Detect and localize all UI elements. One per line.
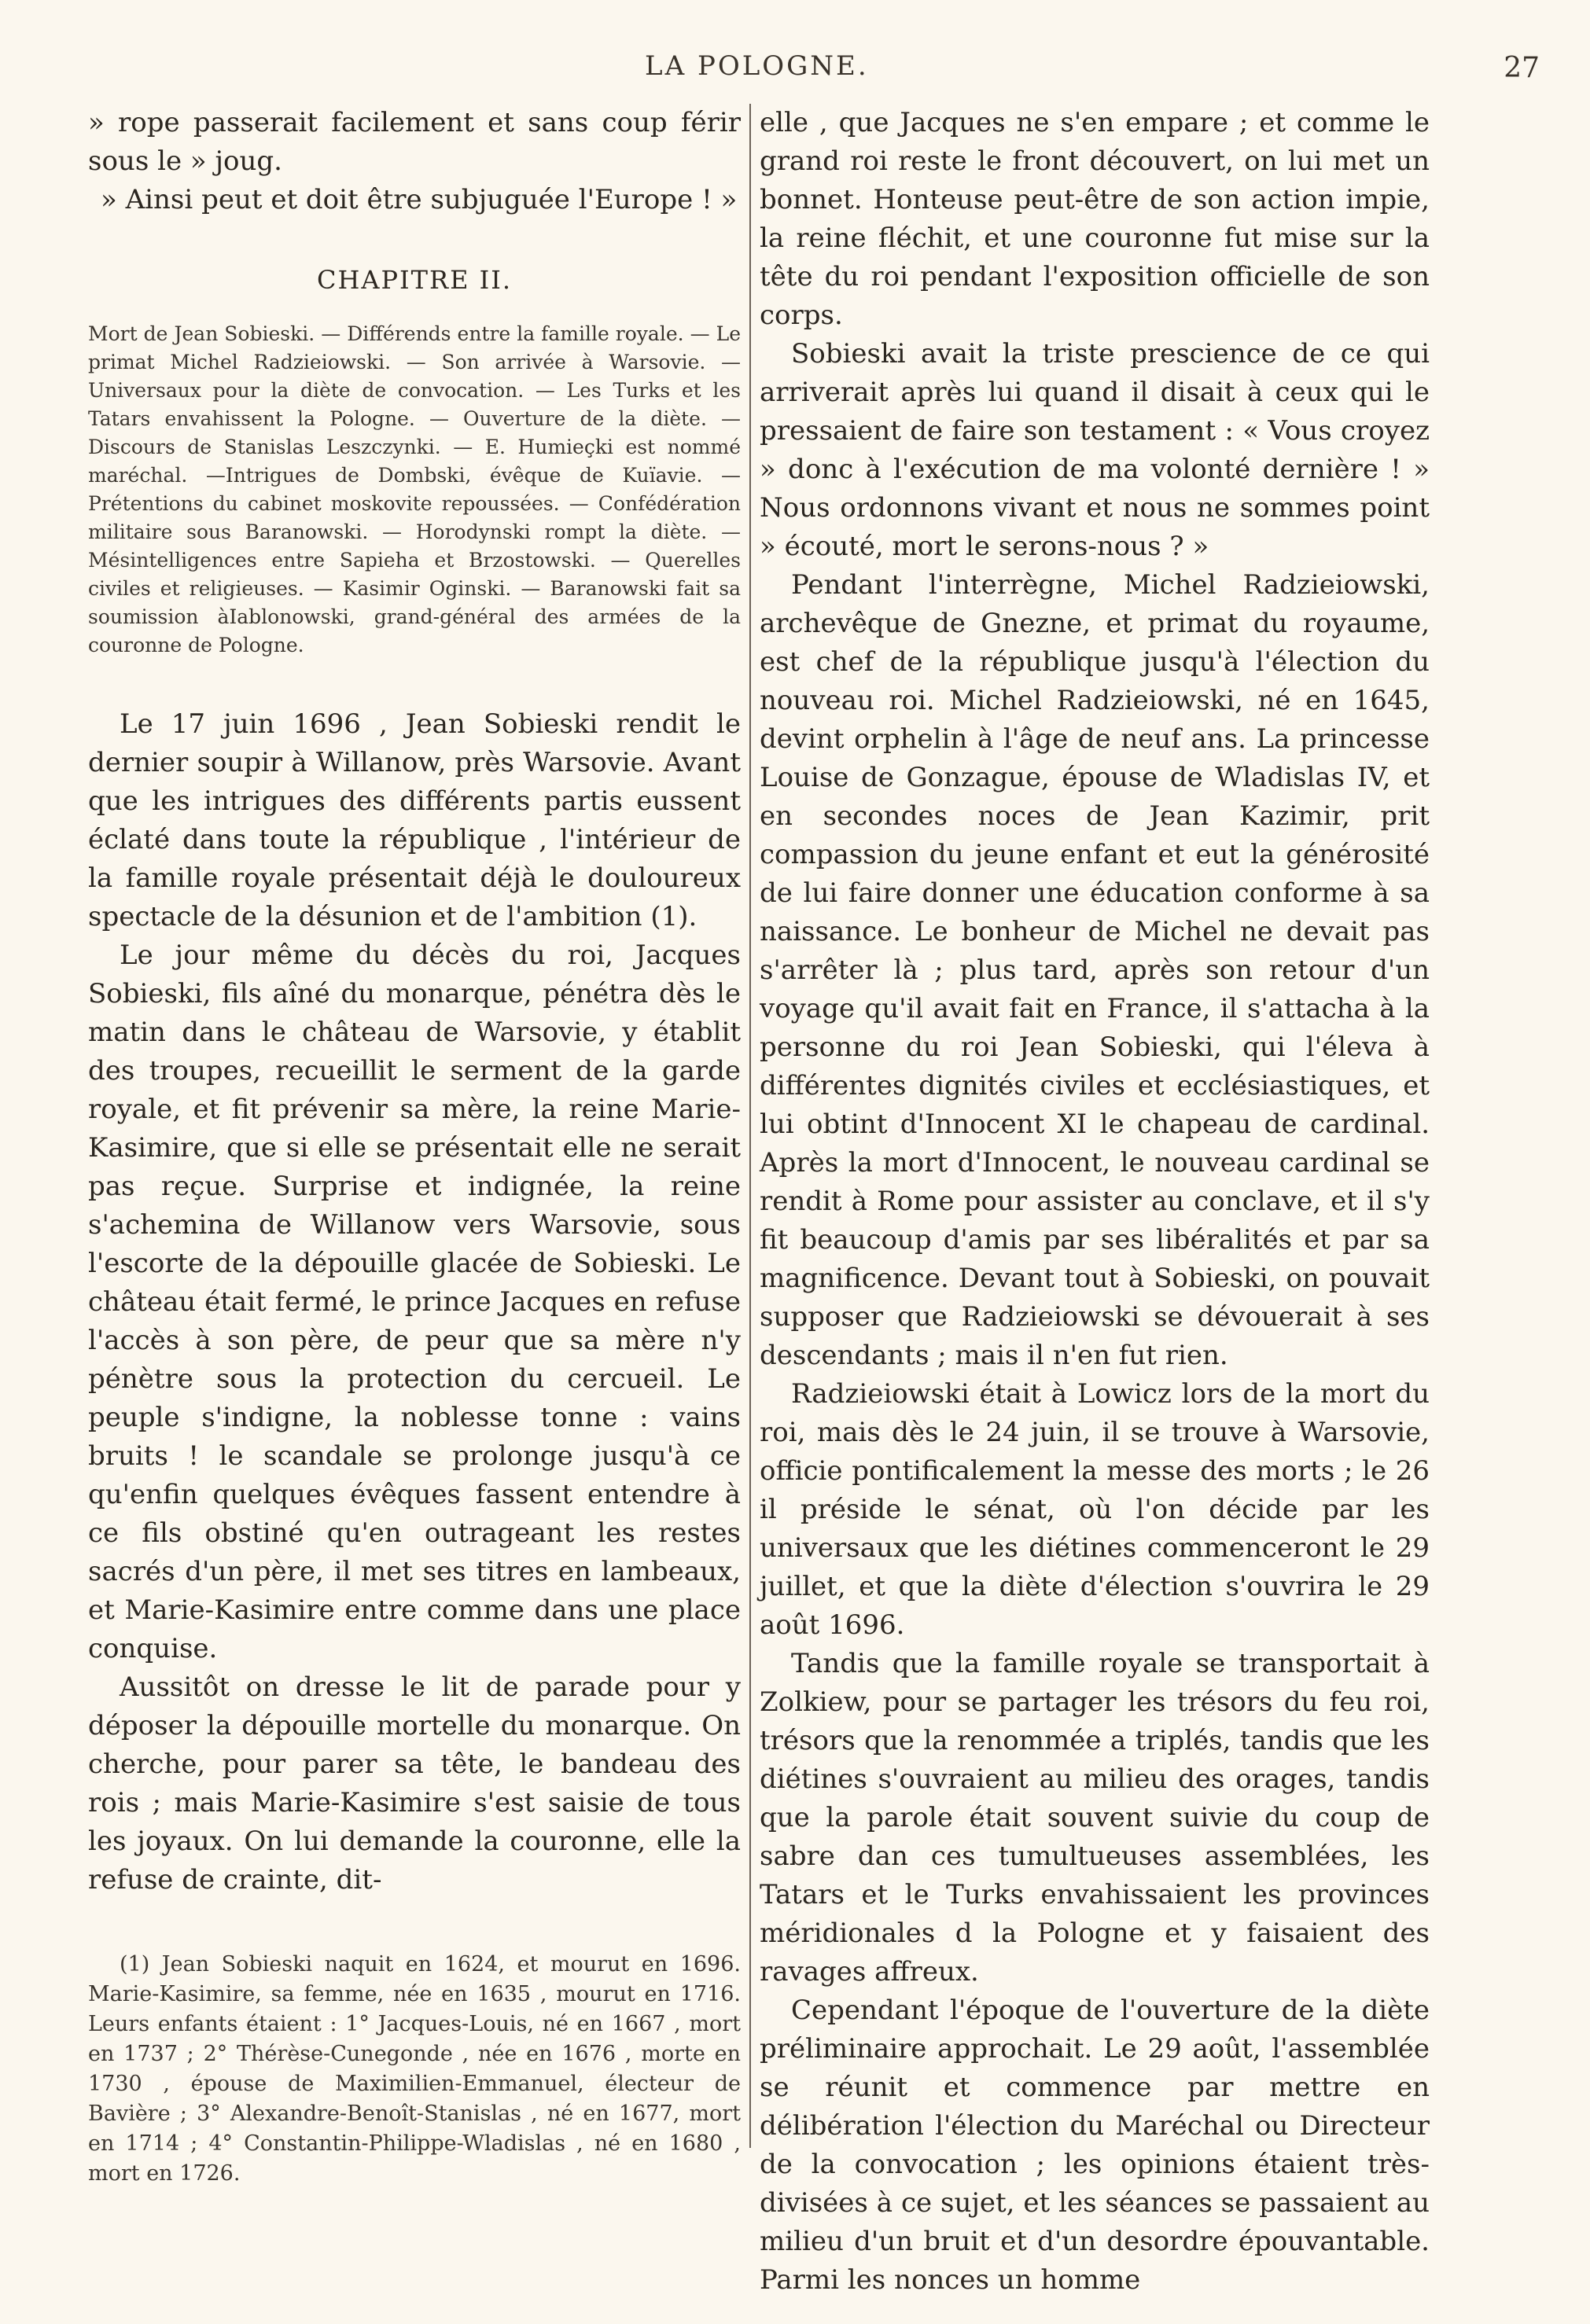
column-divider: [749, 104, 751, 2148]
paragraph: Tandis que la famille royale se transportait à Zolkiew, pour se partager les trésors du feu roi, trésors que la renommée a triplés, tandis que les diétines s'ouvraient au milieu des orages, tandis que la parole était souvent suivie du coup de sabre dan ces tumultueuses assemblées, les Tatars et le Turks envahissaient les provinces méridionales d la Pologne et y faisaient des ravages affreux.: [760, 1648, 1430, 1988]
paragraph: elle , que Jacques ne s'en empare ; et comme le grand roi reste le front découvert, on lui met un bonnet. Honteuse peut-être de son action impie, la reine fléchit, et une couronne fut mise sur la tête du roi pendant l'exposition officielle de son corps.: [760, 107, 1430, 331]
quote-line: » rope passerait facilement et sans coup férir sous le » joug.: [88, 107, 741, 177]
paragraph: Le 17 juin 1696 , Jean Sobieski rendit le dernier soupir à Willanow, près Warsovie. Avant que les intrigues des différents partis eussent éclaté dans toute la république , l'intérieur de la famille royale présentait déjà le douloureux spectacle de la désunion et de l'ambition (1).: [88, 708, 741, 932]
paragraph: Sobieski avait la triste prescience de ce qui arriverait après lui quand il disait à ceux qui le pressaient de faire son testament : « Vous croyez » donc à l'exécution de ma volonté dernière ! » Nous ordonnons vivant et nous ne sommes point » écouté, mort le serons-nous ? »: [760, 338, 1430, 562]
paragraph: Le jour même du décès du roi, Jacques Sobieski, fils aîné du monarque, pénétra dès le matin dans le château de Warsovie, y établit des troupes, recueillit le serment de la garde royale, et fit prévenir sa mère, la reine Marie-Kasimire, que si elle se présentait elle ne serait pas reçue. Surprise et indignée, la reine s'achemina de Willanow vers Warsovie, sous l'escorte de la dépouille glacée de Sobieski. Le château était fermé, le prince Jacques en refuse l'accès à son père, de peur que sa mère n'y pénètre sous la protection du cercueil. Le peuple s'indigne, la noblesse tonne : vains bruits ! le scandale se prolonge jusqu'à ce qu'enfin quelques évêques fassent entendre à ce fils obstiné qu'en outrageant les restes sacrés d'un père, il met ses titres en lambeaux, et Marie-Kasimire entre comme dans une place conquise.: [88, 940, 741, 1664]
paragraph: Cependant l'époque de l'ouverture de la diète préliminaire approchait. Le 29 août, l'assemblée se réunit et commence par mettre en délibération l'élection du Maréchal ou Directeur de la convocation ; les opinions étaient très-divisées à ce sujet, et les séances se passaient au milieu d'un bruit et d'un desordre épouvantable. Parmi les nonces un homme: [760, 1995, 1430, 2296]
paragraph: Aussitôt on dresse le lit de parade pour y déposer la dépouille mortelle du monarque. On cherche, pour parer sa tête, le bandeau des rois ; mais Marie-Kasimire s'est saisie de tous les joyaux. On lui demande la couronne, elle la refuse de crainte, dit-: [88, 1671, 741, 1896]
chapter-summary: Mort de Jean Sobieski. — Différends entre la famille royale. — Le primat Michel Radzieiowski. — Son arrivée à Warsovie. — Universaux pour la diète de convocation. — Les Turks et les Tatars envahissent la Pologne. — Ouverture de la diète. — Discours de Stanislas Leszczynki. — E. Humieçki est nommé maréchal. —Intrigues de Dombski, évêque de Kuïavie. — Prétentions du cabinet moskovite repoussées. — Confédération militaire sous Baranowski. — Horodynski rompt la diète. — Mésintelligences entre Sapieha et Brzostowski. — Querelles civiles et religieuses. — Kasimir Oginski. — Baranowski fait sa soumission àIablonowski, grand-général des armées de la couronne de Pologne.: [88, 322, 741, 656]
paragraph: Radzieiowski était à Lowicz lors de la mort du roi, mais dès le 24 juin, il se trouve à Warsovie, officie pontificalement la messe des morts ; le 26 il préside le sénat, où l'on décide par les universaux que les diétines commenceront le 29 juillet, et que la diète d'élection s'ouvrira le 29 août 1696.: [760, 1378, 1430, 1641]
footnote: (1) Jean Sobieski naquit en 1624, et mourut en 1696. Marie-Kasimire, sa femme, née en 1635 , mourut en 1716. Leurs enfants étaient : 1° Jacques-Louis, né en 1667 , mort en 1737 ; 2° Thérèse-Cunegonde , née en 1676 , morte en 1730 , épouse de Maximilien-Emmanuel, électeur de Bavière ; 3° Alexandre-Benoît-Stanislas , né en 1677, mort en 1714 ; 4° Constantin-Philippe-Wladislas , né en 1680 , mort en 1726.: [88, 1952, 741, 2186]
paragraph: Pendant l'interrègne, Michel Radzieiowski, archevêque de Gnezne, et primat du royaume, est chef de la république jusqu'à l'élection du nouveau roi. Michel Radzieiowski, né en 1645, devint orphelin à l'âge de neuf ans. La princesse Louise de Gonzague, épouse de Wladislas IV, et en secondes noces de Jean Kazimir, prit compassion du jeune enfant et eut la générosité de lui faire donner une éducation conforme à sa naissance. Le bonheur de Michel ne devait pas s'arrêter là ; plus tard, après son retour d'un voyage qu'il avait fait en France, il s'attacha à la personne du roi Jean Sobieski, qui l'éleva à différentes dignités civiles et ecclésiastiques, et lui obtint d'Innocent XI le chapeau de cardinal. Après la mort d'Innocent, le nouveau cardinal se rendit à Rome pour assister au conclave, et il s'y fit beaucoup d'amis par ses libéralités et par sa magnificence. Devant tout à Sobieski, on pouvait supposer que Radzieiowski se dévouerait à ses descendants ; mais il n'en fut rien.: [760, 569, 1430, 1371]
chapter-title: CHAPITRE II.: [316, 265, 513, 295]
left-column: [88, 104, 741, 2189]
right-column: [760, 104, 1430, 2300]
quote-line: » Ainsi peut et doit être subjuguée l'Europe ! »: [101, 184, 738, 215]
running-head: LA POLOGNE.: [645, 50, 869, 82]
page-number: 27: [1504, 52, 1540, 84]
